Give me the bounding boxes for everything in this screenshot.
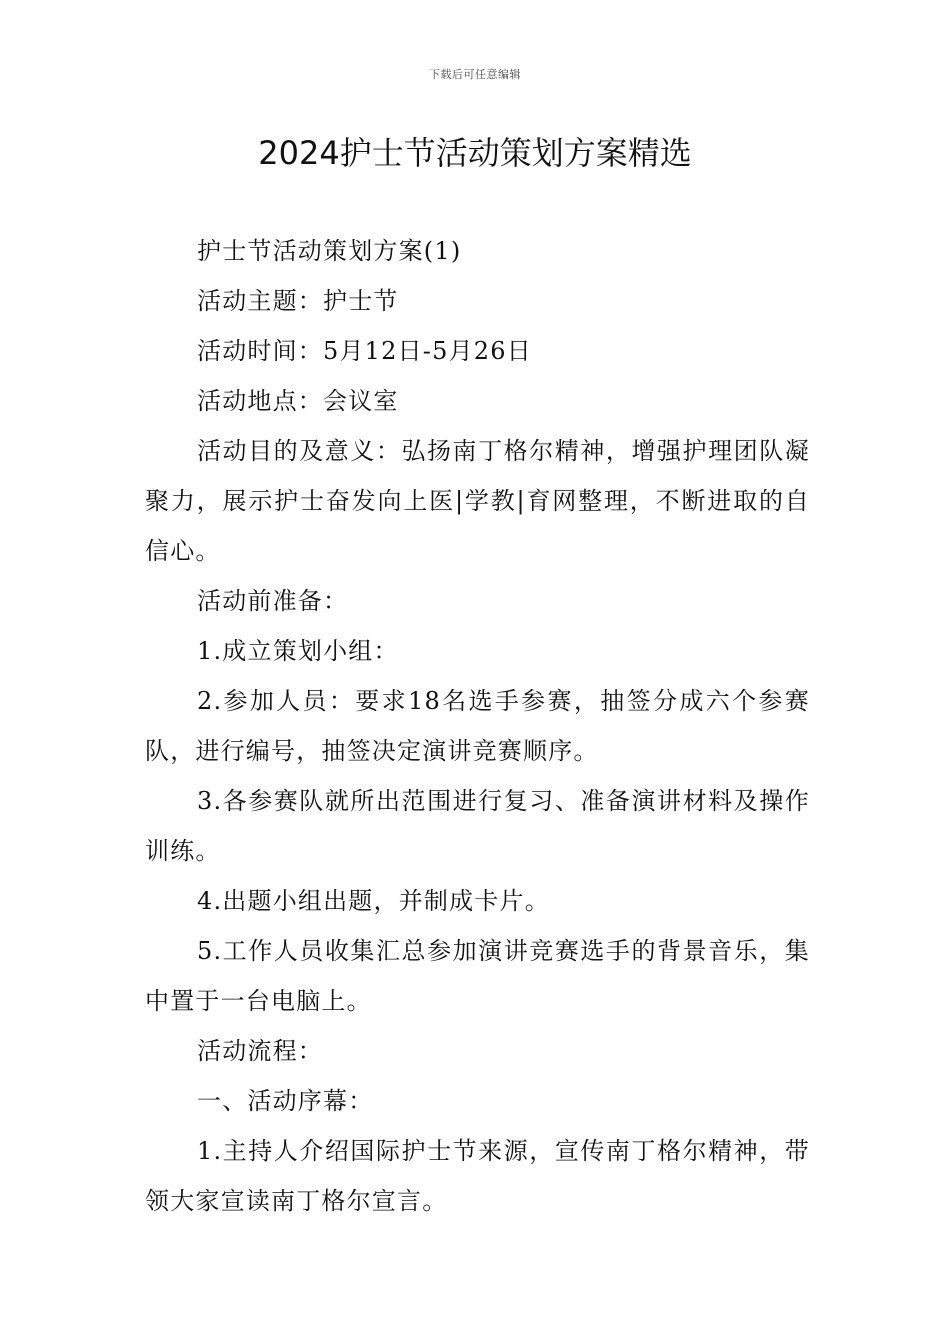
paragraph-location: 活动地点：会议室 xyxy=(197,387,399,415)
paragraph-preparation-heading: 活动前准备： xyxy=(197,587,349,615)
paragraph-plan-heading: 护士节活动策划方案(1) xyxy=(197,237,462,265)
document-body xyxy=(145,226,810,1226)
paragraph-prep-item-2: 2.参加人员：要求18名选手参赛，抽签分成六个参赛队，进行编号，抽签决定演讲竞赛顺序。 xyxy=(145,687,810,765)
paragraph-prep-item-1: 1.成立策划小组： xyxy=(197,637,399,665)
paragraph-prep-item-5: 5.工作人员收集汇总参加演讲竞赛选手的背景音乐，集中置于一台电脑上。 xyxy=(145,937,810,1015)
paragraph-opening-item-1: 1.主持人介绍国际护士节来源，宣传南丁格尔精神，带领大家宣读南丁格尔宣言。 xyxy=(145,1137,810,1215)
document-title: 2024护士节活动策划方案精选 xyxy=(258,134,692,172)
paragraph-section-opening: 一、活动序幕： xyxy=(197,1087,374,1115)
paragraph-theme: 活动主题：护士节 xyxy=(197,287,399,315)
paragraph-time: 活动时间：5月12日-5月26日 xyxy=(197,337,532,365)
paragraph-process-heading: 活动流程： xyxy=(197,1037,323,1065)
paragraph-purpose: 活动目的及意义：弘扬南丁格尔精神，增强护理团队凝聚力，展示护士奋发向上医|学教|育网整理，不断进取的自信心。 xyxy=(145,437,810,565)
paragraph-prep-item-4: 4.出题小组出题，并制成卡片。 xyxy=(197,887,550,915)
header-note: 下载后可任意编辑 xyxy=(429,68,521,81)
paragraph-prep-item-3: 3.各参赛队就所出范围进行复习、准备演讲材料及操作训练。 xyxy=(145,787,810,865)
